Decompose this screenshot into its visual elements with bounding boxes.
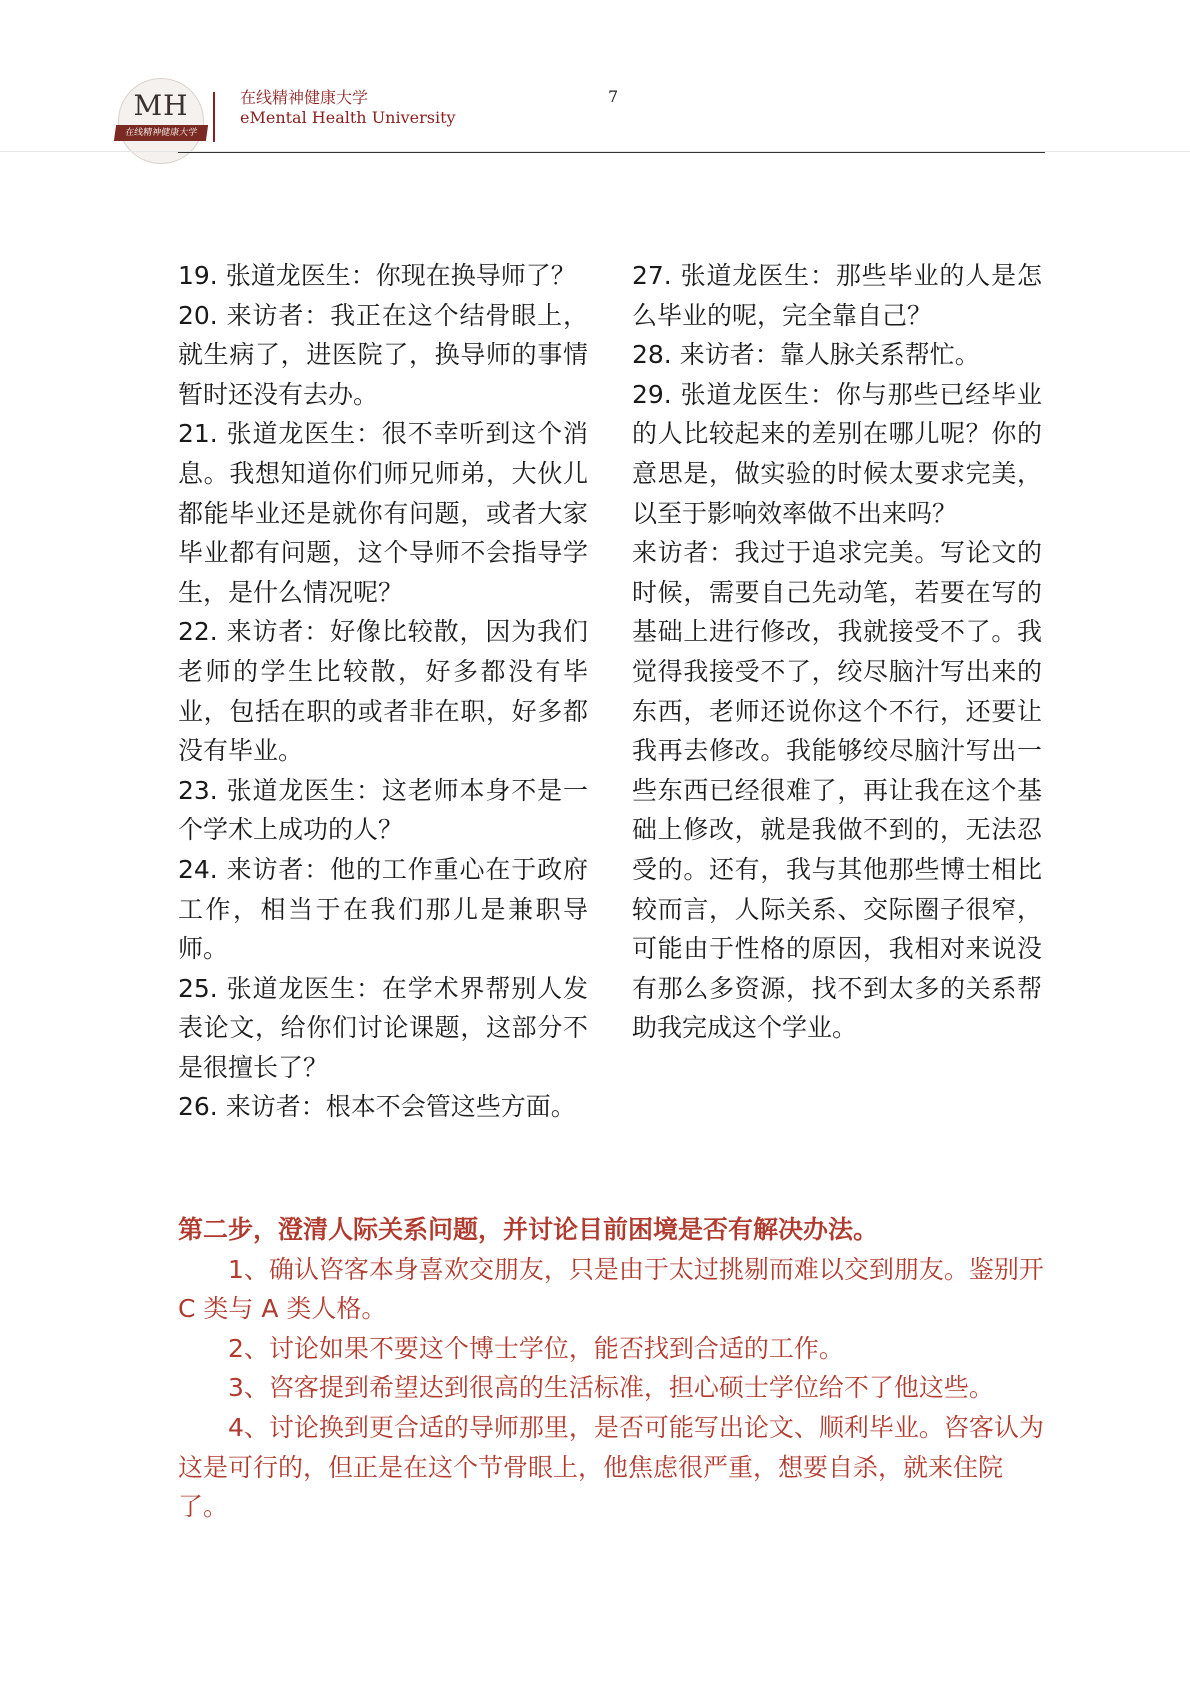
dialogue-line: 22. 来访者：好像比较散，因为我们老师的学生比较散，好多都没有毕业，包括在职的或者非在职，好多都没有毕业。 (178, 617, 588, 766)
dialogue-line: 26. 来访者：根本不会管这些方面。 (178, 1092, 576, 1122)
brand-name-chinese: 在线精神健康大学 (240, 88, 369, 107)
logo-mh-text: MH (133, 89, 189, 122)
header-divider (213, 92, 215, 142)
logo-ribbon: 在线精神健康大学 (114, 125, 208, 141)
step-two-item: 3、咨客提到希望达到很高的生活标准，担心硕士学位给不了他这些。 (228, 1373, 994, 1403)
dialogue-line: 25. 张道龙医生：在学术界帮别人发表论文，给你们讨论课题，这部分不是很擅长了？ (178, 973, 588, 1082)
page-header (0, 0, 1190, 160)
step-two-item: 4、讨论换到更合适的导师那里，是否可能写出论文、顺利毕业。咨客认为这是可行的，但正是在这个节骨眼上，他焦虑很严重，想要自杀，就来住院了。 (178, 1412, 1044, 1522)
dialogue-line: 23. 张道龙医生：这老师本身不是一个学术上成功的人？ (178, 775, 588, 845)
dialogue-line: 20. 来访者：我正在这个结骨眼上，就生病了，进医院了，换导师的事情暂时还没有去办。 (178, 300, 588, 409)
dialogue-right-column (632, 256, 1042, 1048)
step-two-section (178, 1210, 1045, 1527)
step-two-title: 第二步，澄清人际关系问题，并讨论目前困境是否有解决办法。 (178, 1215, 879, 1244)
page-number: 7 (608, 87, 619, 106)
header-rule (178, 152, 1045, 153)
dialogue-line: 21. 张道龙医生：很不幸听到这个消息。我想知道你们师兄师弟，大伙儿都能毕业还是就你有问题，或者大家毕业都有问题，这个导师不会指导学生，是什么情况呢？ (178, 419, 588, 607)
dialogue-line: 24. 来访者：他的工作重心在于政府工作，相当于在我们那儿是兼职导师。 (178, 854, 588, 964)
dialogue-line: 28. 来访者：靠人脉关系帮忙。 (632, 340, 980, 370)
dialogue-line: 来访者：我过于追求完美。写论文的时候，需要自己先动笔，若要在写的基础上进行修改，我就接受不了。我觉得我接受不了，绞尽脑汁写出来的东西，老师还说你这个不行，还要让我再去修改。我能够绞尽脑汁写出一些东西已经很难了，再让我在这个基础上修改，就是我做不到的，无法忍受的。还有，我与其他那些博士相比较而言，人际关系、交际圈子很窄，可能由于性格的原因，我相对来说没有那么多资源，找不到太多的关系帮助我完成这个学业。 (632, 538, 1042, 1043)
brand-name-english: eMental Health University (240, 108, 456, 127)
dialogue-line: 27. 张道龙医生：那些毕业的人是怎么毕业的呢，完全靠自己？ (632, 261, 1042, 330)
step-two-item: 2、讨论如果不要这个博士学位，能否找到合适的工作。 (228, 1333, 844, 1363)
dialogue-left-column (178, 256, 588, 1127)
step-two-item: 1、确认咨客本身喜欢交朋友，只是由于太过挑剔而难以交到朋友。鉴别开 C 类与 A 类人格。 (178, 1254, 1044, 1324)
dialogue-line: 19. 张道龙医生：你现在换导师了？ (178, 261, 576, 290)
dialogue-line: 29. 张道龙医生：你与那些已经毕业的人比较起来的差别在哪儿呢？你的意思是，做实验的时候太要求完美，以至于影响效率做不出来吗？ (632, 379, 1042, 528)
